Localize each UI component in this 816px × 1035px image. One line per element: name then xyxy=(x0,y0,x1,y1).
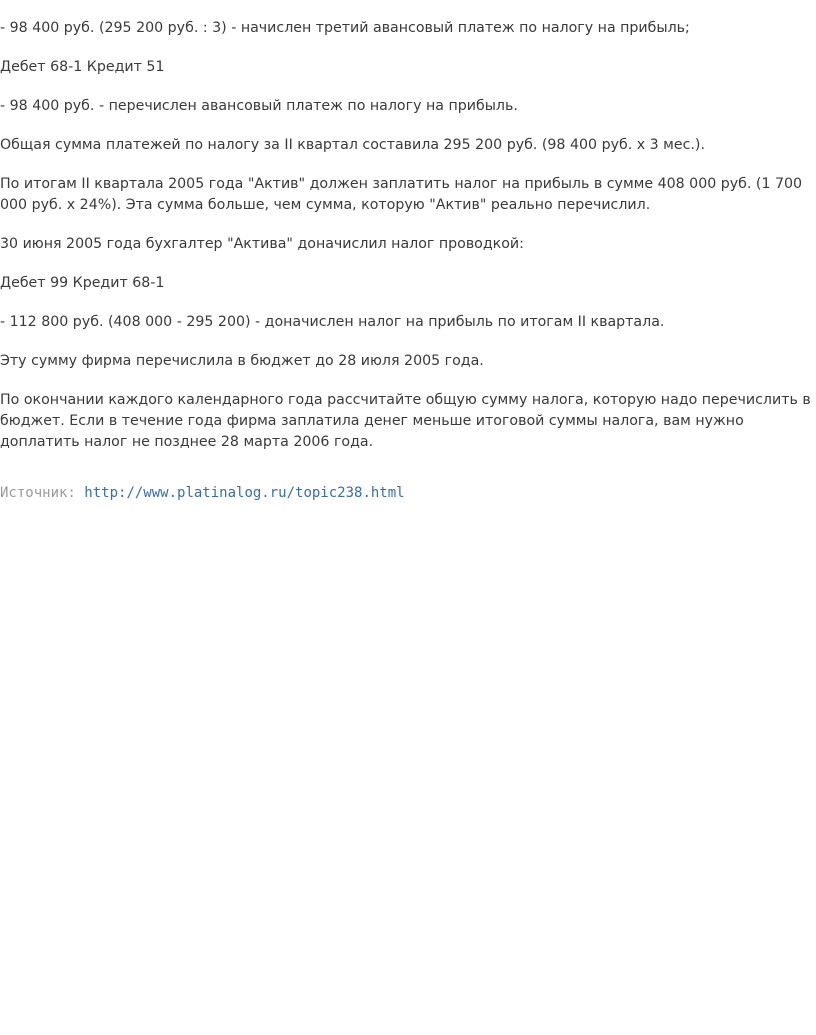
paragraph-third-advance-payment: - 98 400 руб. (295 200 руб. : 3) - начислен третий авансовый платеж по налогу на прибыль; xyxy=(0,20,690,36)
source-line xyxy=(0,483,816,504)
paragraph-debit-68-credit-51: Дебет 68-1 Кредит 51 xyxy=(0,59,165,75)
paragraph-advance-transferred: - 98 400 руб. - перечислен авансовый платеж по налогу на прибыль. xyxy=(0,98,518,114)
paragraph-debit-99-credit-68: Дебет 99 Кредит 68-1 xyxy=(0,275,165,291)
source-label: Источник: xyxy=(0,485,76,501)
paragraph-year-end: По окончании каждого календарного года рассчитайте общую сумму налога, которую надо перечислить в бюджет. Если в течение года фирма заплатила денег меньше итоговой суммы налога, вам нужно доплатить налог не позднее 28 марта 2006 года. xyxy=(0,392,811,450)
document-body xyxy=(0,18,816,504)
source-link[interactable]: http://www.platinalog.ru/topic238.html xyxy=(84,485,405,501)
paragraph-july-transfer: Эту сумму фирма перечислила в бюджет до 28 июля 2005 года. xyxy=(0,353,484,369)
paragraph-june-30: 30 июня 2005 года бухгалтер "Актива" доначислил налог проводкой: xyxy=(0,236,524,252)
paragraph-total-q2: Общая сумма платежей по налогу за II квартал составила 295 200 руб. (98 400 руб. x 3 мес.). xyxy=(0,137,705,153)
paragraph-additional-tax: - 112 800 руб. (408 000 - 295 200) - доначислен налог на прибыль по итогам II квартала. xyxy=(0,314,665,330)
paragraph-q2-results: По итогам II квартала 2005 года "Актив" должен заплатить налог на прибыль в сумме 408 000 руб. (1 700 000 руб. x 24%). Эта сумма больше, чем сумма, которую "Актив" реально перечислил. xyxy=(0,176,803,213)
